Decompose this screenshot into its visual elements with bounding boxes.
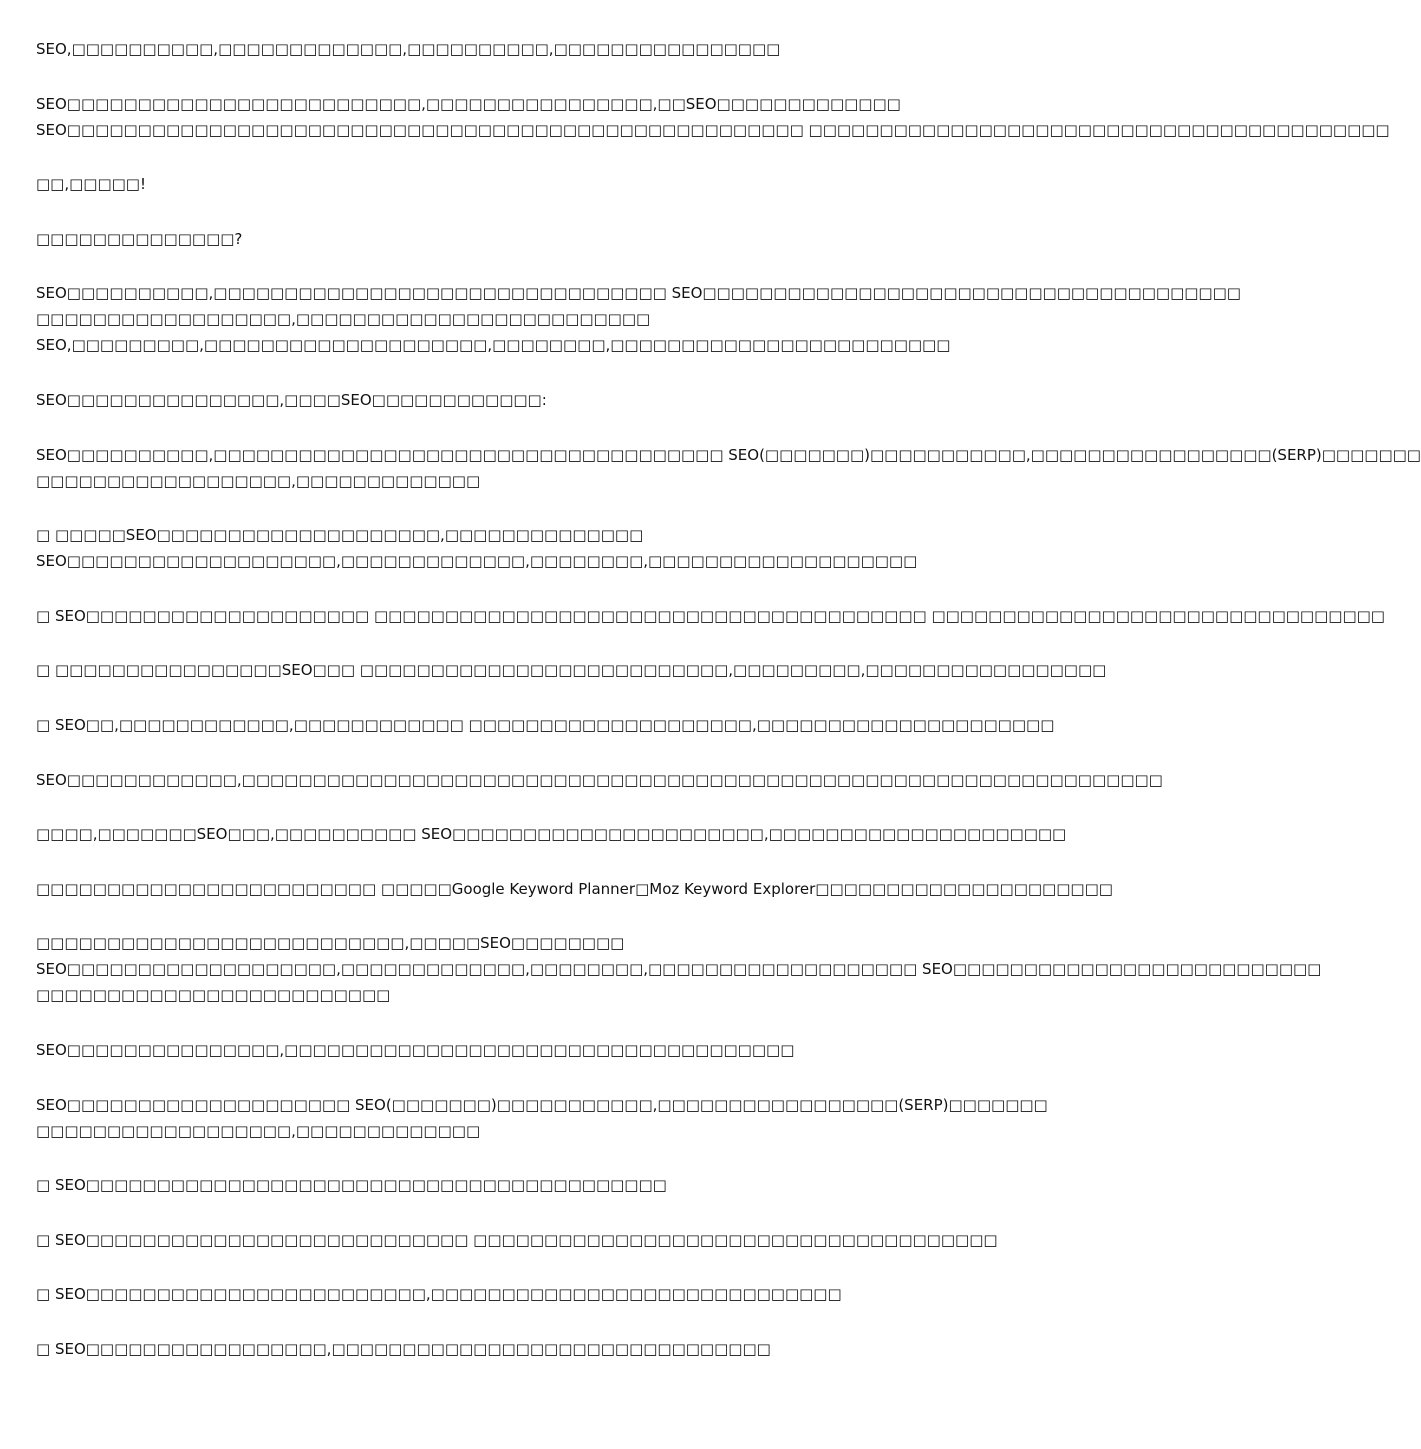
text-line: □□□□□□□□□□□□□□□□□□□□□□□□ □□□□□Google Keyword Planner□Moz Keyword Explorer□□□□□□□□□□□□□□□□□□□□□ bbox=[36, 879, 1113, 898]
paragraph bbox=[36, 1037, 988, 1063]
paragraph bbox=[36, 36, 988, 62]
paragraph bbox=[36, 522, 988, 574]
text-line: □□□□□□□□□□□□□□□□□□□□□□□□□□,□□□□□SEO□□□□□□□□ bbox=[36, 934, 625, 953]
paragraph bbox=[36, 1336, 988, 1362]
text-line: □□□□□□□□□□□□□□□□□□,□□□□□□□□□□□□□□□□□□□□□□□□□ bbox=[36, 310, 651, 329]
text-line: □□□□,□□□□□□□SEO□□□,□□□□□□□□□□ SEO□□□□□□□□□□□□□□□□□□□□□□,□□□□□□□□□□□□□□□□□□□□□ bbox=[36, 825, 1067, 844]
paragraph bbox=[36, 226, 988, 252]
paragraph bbox=[36, 387, 988, 413]
paragraph bbox=[36, 442, 1421, 494]
text-line: SEO,□□□□□□□□□,□□□□□□□□□□□□□□□□□□□□,□□□□□□□□,□□□□□□□□□□□□□□□□□□□□□□□□ bbox=[36, 336, 951, 355]
text-line: SEO□□□□□□□□□□,□□□□□□□□□□□□□□□□□□□□□□□□□□□□□□□□□□□□ SEO(□□□□□□□)□□□□□□□□□□□,□□□□□□□□□□□□□□□□□(SERP)□□□□□□□ bbox=[36, 445, 1421, 464]
paragraph bbox=[36, 1281, 988, 1307]
text-line: □□□□□□□□□□□□□□□□□□□□□□□□□ bbox=[36, 986, 391, 1005]
text-line: □□,□□□□□! bbox=[36, 175, 146, 194]
text-line: SEO□□□□□□□□□□□□□□□□□□□□□□□□□,□□□□□□□□□□□□□□□□,□□SEO□□□□□□□□□□□□□ bbox=[36, 94, 901, 113]
text-line: SEO□□□□□□□□□□□□□□□□□□□,□□□□□□□□□□□□□,□□□□□□□□,□□□□□□□□□□□□□□□□□□□ bbox=[36, 552, 918, 571]
paragraph bbox=[36, 1227, 998, 1253]
text-line: □□□□□□□□□□□□□□□□□□,□□□□□□□□□□□□□ bbox=[36, 1121, 481, 1140]
paragraph bbox=[36, 1092, 1048, 1144]
paragraph bbox=[36, 821, 1067, 847]
paragraph bbox=[36, 603, 1385, 629]
text-line: □ SEO□□□□□□□□□□□□□□□□□□□□ □□□□□□□□□□□□□□□□□□□□□□□□□□□□□□□□□□□□□□□ □□□□□□□□□□□□□□□□□□□□□□□□□□□□□□□□ bbox=[36, 606, 1385, 625]
paragraph bbox=[36, 876, 1113, 902]
text-line: SEO□□□□□□□□□□□□□□□□□□□,□□□□□□□□□□□□□,□□□□□□□□,□□□□□□□□□□□□□□□□□□□ SEO□□□□□□□□□□□□□□□□□□□□□□□□□□ bbox=[36, 960, 1322, 979]
paragraph bbox=[36, 1172, 988, 1198]
paragraph bbox=[36, 712, 1055, 738]
paragraph bbox=[36, 91, 1390, 143]
paragraph bbox=[36, 930, 1322, 1008]
paragraph bbox=[36, 657, 1107, 683]
text-line: □ SEO□□□□□□□□□□□□□□□□□□□□□□□□,□□□□□□□□□□□□□□□□□□□□□□□□□□□□□ bbox=[36, 1285, 842, 1304]
text-line: □ SEO□□□□□□□□□□□□□□□□□□□□□□□□□□□ □□□□□□□□□□□□□□□□□□□□□□□□□□□□□□□□□□□□□ bbox=[36, 1230, 998, 1249]
text-line: SEO□□□□□□□□□□□□□□□□□□□□ SEO(□□□□□□□)□□□□□□□□□□□,□□□□□□□□□□□□□□□□□(SERP)□□□□□□□ bbox=[36, 1095, 1048, 1114]
text-line: SEO□□□□□□□□□□□□□□□,□□□□SEO□□□□□□□□□□□□: bbox=[36, 390, 547, 409]
text-line: □ SEO□□,□□□□□□□□□□□□,□□□□□□□□□□□□ □□□□□□□□□□□□□□□□□□□□,□□□□□□□□□□□□□□□□□□□□□ bbox=[36, 715, 1055, 734]
text-line: SEO□□□□□□□□□□□□□□□□□□□□□□□□□□□□□□□□□□□□□□□□□□□□□□□□□□□□ □□□□□□□□□□□□□□□□□□□□□□□□□□□□□□□□□□□□□□□□□ bbox=[36, 120, 1390, 139]
text-line: SEO□□□□□□□□□□,□□□□□□□□□□□□□□□□□□□□□□□□□□□□□□□□ SEO□□□□□□□□□□□□□□□□□□□□□□□□□□□□□□□□□□□□□□ bbox=[36, 284, 1241, 303]
text-line: SEO□□□□□□□□□□□□□□□,□□□□□□□□□□□□□□□□□□□□□□□□□□□□□□□□□□□□ bbox=[36, 1040, 795, 1059]
text-line: SEO□□□□□□□□□□□□,□□□□□□□□□□□□□□□□□□□□□□□□□□□□□□□□□□□□□□□□□□□□□□□□□□□□□□□□□□□□□□□□□ bbox=[36, 770, 1163, 789]
text-line: □ □□□□□□□□□□□□□□□□SEO□□□ □□□□□□□□□□□□□□□□□□□□□□□□□□,□□□□□□□□□,□□□□□□□□□□□□□□□□□ bbox=[36, 661, 1107, 680]
text-line: □□□□□□□□□□□□□□□□□□,□□□□□□□□□□□□□ bbox=[36, 471, 481, 490]
paragraph bbox=[36, 280, 1241, 358]
text-line: □ SEO□□□□□□□□□□□□□□□□□,□□□□□□□□□□□□□□□□□□□□□□□□□□□□□□□ bbox=[36, 1339, 771, 1358]
paragraph bbox=[36, 767, 1163, 793]
text-line: □ □□□□□SEO□□□□□□□□□□□□□□□□□□□□,□□□□□□□□□□□□□□ bbox=[36, 526, 644, 545]
paragraph bbox=[36, 171, 988, 197]
text-line: □□□□□□□□□□□□□□? bbox=[36, 229, 243, 248]
text-line: SEO,□□□□□□□□□□,□□□□□□□□□□□□□,□□□□□□□□□□,□□□□□□□□□□□□□□□□ bbox=[36, 40, 781, 58]
text-line: □ SEO□□□□□□□□□□□□□□□□□□□□□□□□□□□□□□□□□□□□□□□□□ bbox=[36, 1176, 667, 1195]
